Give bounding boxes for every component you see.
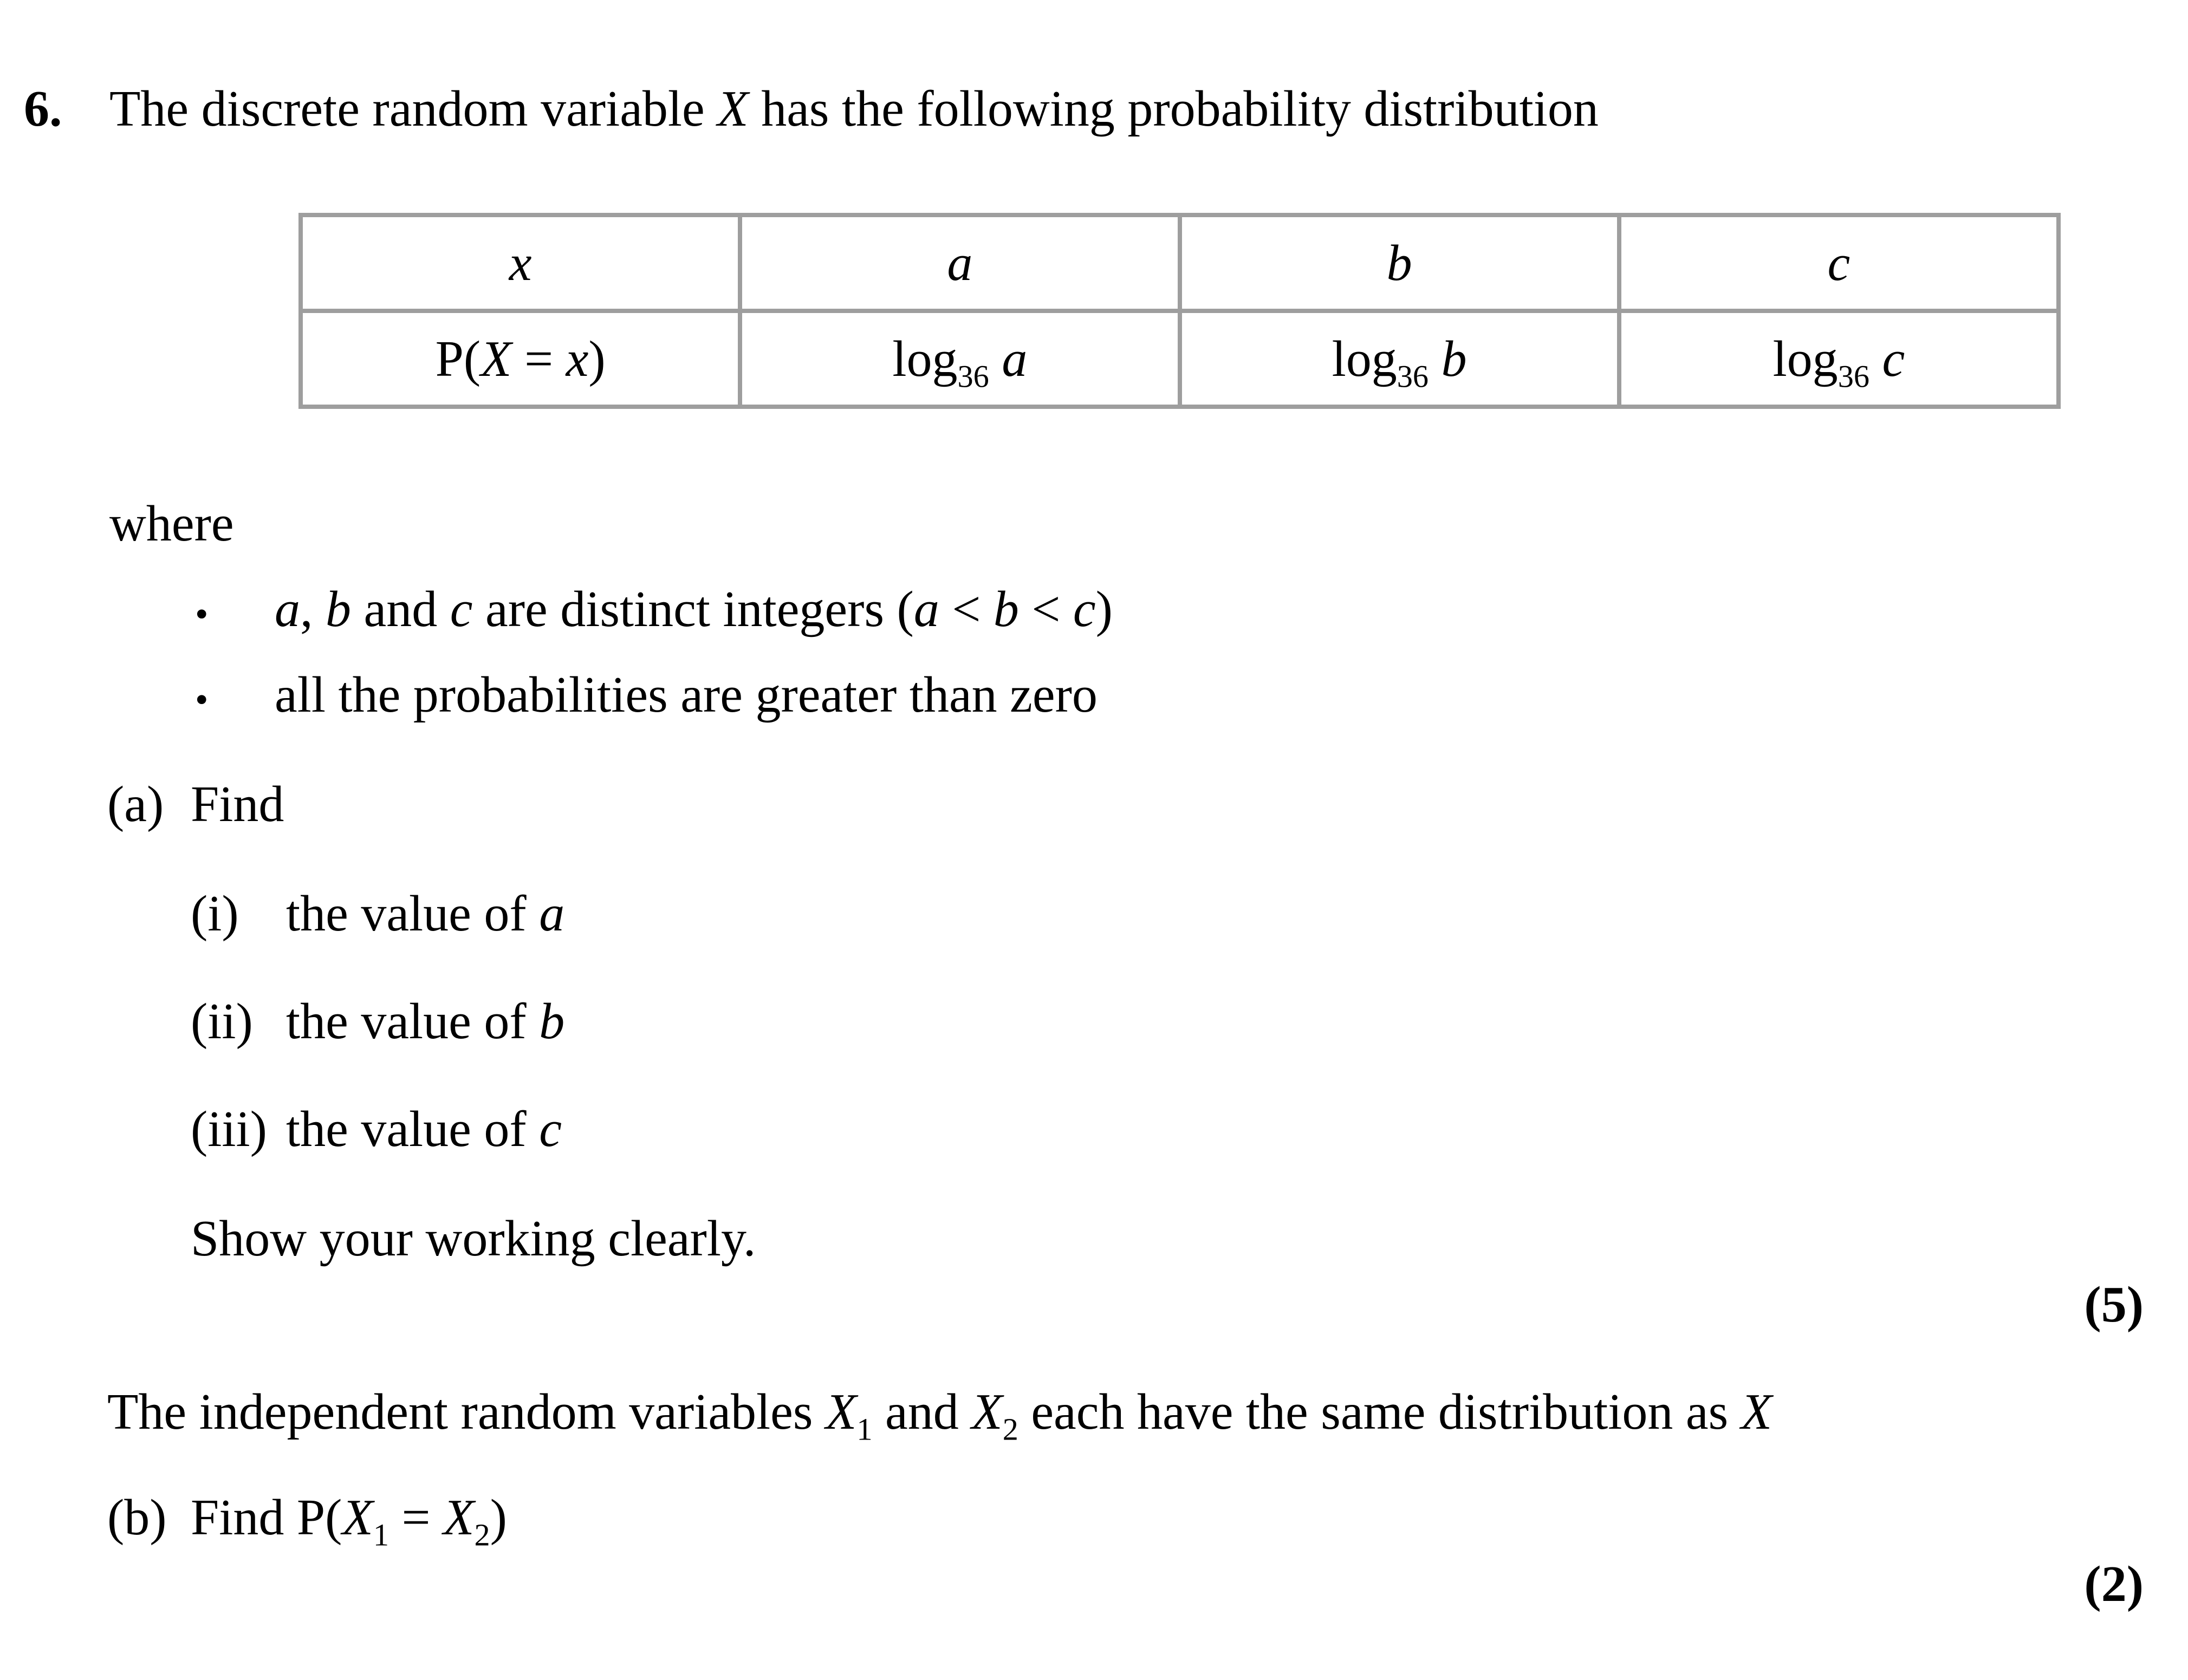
intro-variable: X: [717, 81, 749, 137]
condition-distinct-integers: [275, 581, 1113, 637]
intro-text-before: The discrete random variable: [109, 81, 718, 137]
bullet-icon: •: [195, 679, 209, 721]
log-arg-c: c: [1882, 330, 1905, 387]
cond-text: and: [351, 581, 450, 637]
bullet-icon: •: [195, 594, 209, 635]
cond-text: are distinct integers (: [472, 581, 914, 637]
subpart-iii-label: (iii): [191, 1101, 267, 1157]
log-word: log: [1332, 330, 1397, 387]
log-base: 36: [957, 358, 989, 394]
part-a-instruction: Find: [191, 776, 284, 832]
var-x: X: [443, 1489, 475, 1546]
value-a: a: [947, 235, 973, 291]
value-b: b: [1386, 235, 1412, 291]
table-value-cell: [1619, 215, 2059, 311]
cond-var-a: a: [275, 581, 300, 637]
log-word: log: [1773, 330, 1838, 387]
log-base: 36: [1838, 358, 1869, 394]
independent-text: each have the same distribution as: [1018, 1384, 1741, 1440]
prob-x: x: [566, 330, 589, 387]
subpart-ii-label: (ii): [191, 993, 253, 1050]
cond-var-a: a: [913, 581, 939, 637]
log-base: 36: [1397, 358, 1429, 394]
part-a-marks: (5): [2084, 1277, 2144, 1333]
part-b-question: [191, 1489, 507, 1553]
table-row-probability: [301, 311, 2059, 407]
subscript-2: 2: [1002, 1411, 1018, 1447]
subpart-var: a: [539, 885, 565, 942]
x-label: x: [509, 235, 532, 291]
subpart-text: the value of: [286, 885, 540, 942]
probability-distribution-table: [298, 213, 2061, 409]
log-arg-b: b: [1441, 330, 1467, 387]
table-row-x: [301, 215, 2059, 311]
subscript-1: 1: [373, 1517, 389, 1553]
intro-text-after: has the following probability distribution: [748, 81, 1599, 137]
prob-prefix: P(: [435, 330, 481, 387]
subpart-text: the value of: [286, 1101, 540, 1157]
cond-var-c: c: [1073, 581, 1096, 637]
part-b-text: Find P(: [191, 1489, 342, 1546]
question-intro: [109, 81, 1599, 137]
var-x: X: [825, 1384, 857, 1440]
working-note: Show your working clearly.: [191, 1210, 756, 1267]
question-number: 6.: [24, 81, 62, 137]
log-word: log: [892, 330, 958, 387]
prob-eq: =: [511, 330, 566, 387]
subpart-ii-text: [286, 993, 565, 1050]
independent-statement: [107, 1384, 1773, 1447]
table-prob-cell: [1619, 311, 2059, 407]
cond-var-b: b: [326, 581, 351, 637]
part-a-label: (a): [107, 776, 164, 832]
subpart-var: b: [539, 993, 565, 1050]
table-prob-cell: [1180, 311, 1619, 407]
var-x: X: [1741, 1384, 1773, 1440]
var-x: X: [342, 1489, 373, 1546]
prob-var: X: [481, 330, 512, 387]
where-label: where: [109, 496, 234, 552]
cond-lt: <: [1018, 581, 1073, 637]
subscript-1: 1: [856, 1411, 873, 1447]
cond-var-b: b: [993, 581, 1019, 637]
subpart-i-text: [286, 885, 565, 942]
cond-text: ,: [300, 581, 326, 637]
independent-text: and: [872, 1384, 972, 1440]
cond-text: ): [1095, 581, 1113, 637]
part-b-label: (b): [107, 1489, 167, 1546]
prob-suffix: ): [588, 330, 606, 387]
subpart-var: c: [539, 1101, 562, 1157]
table-prob-cell: [740, 311, 1179, 407]
condition-positive-probabilities: all the probabilities are greater than zero: [275, 667, 1098, 723]
var-x: X: [971, 1384, 1003, 1440]
close-paren: ): [490, 1489, 507, 1546]
part-b-marks: (2): [2084, 1556, 2144, 1612]
subpart-text: the value of: [286, 993, 540, 1050]
table-value-cell: [740, 215, 1179, 311]
table-value-cell: [1180, 215, 1619, 311]
subpart-iii-text: [286, 1101, 562, 1157]
cond-lt: <: [939, 581, 994, 637]
cond-var-c: c: [450, 581, 473, 637]
table-header-cell: [301, 215, 740, 311]
table-header-cell: [301, 311, 740, 407]
log-arg-a: a: [1002, 330, 1028, 387]
subscript-2: 2: [474, 1517, 490, 1553]
equals-sign: =: [389, 1489, 444, 1546]
subpart-i-label: (i): [191, 885, 239, 942]
value-c: c: [1827, 235, 1851, 291]
independent-text: The independent random variables: [107, 1384, 826, 1440]
